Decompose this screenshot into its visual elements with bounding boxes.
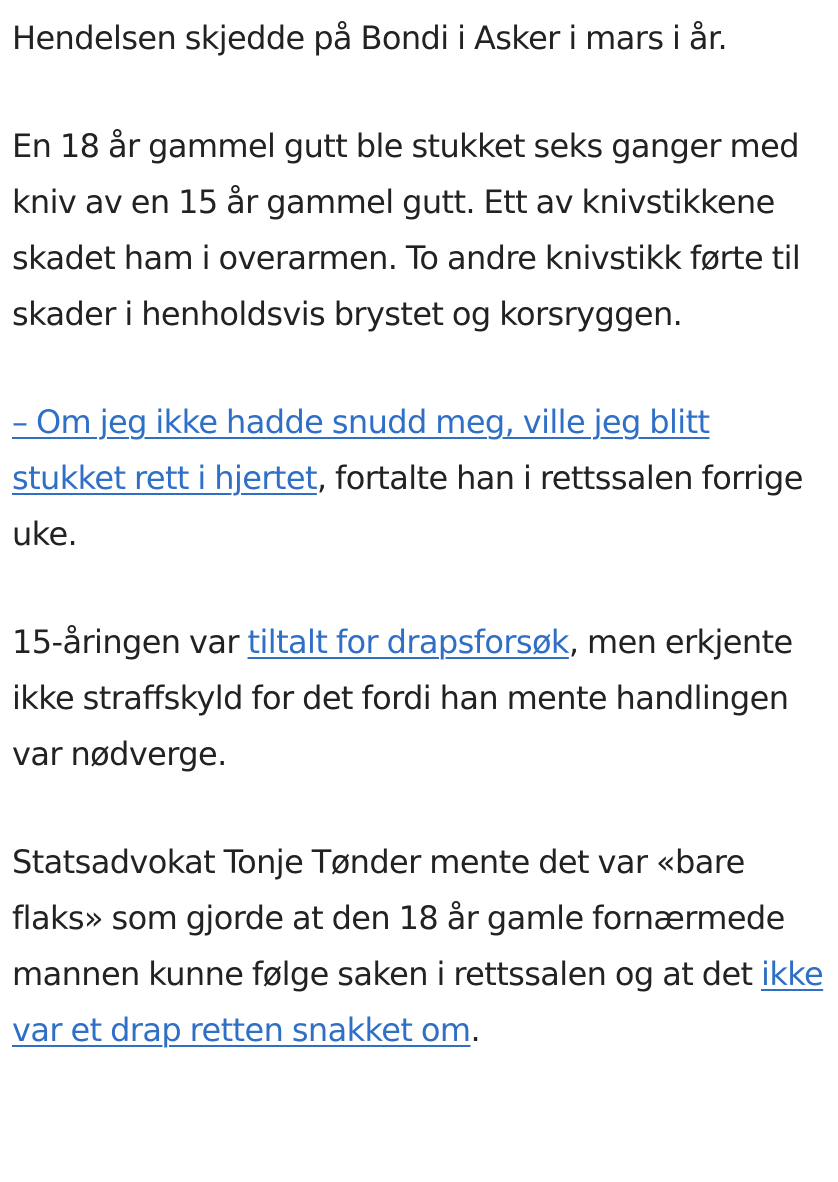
- paragraph-incident: [12, 10, 826, 66]
- paragraph-incident-text: Hendelsen skjedde på Bondi i Asker i mars i år.: [12, 19, 728, 57]
- quote-link[interactable]: – Om jeg ikke hadde snudd meg, ville jeg blitt stukket rett i hjertet: [12, 403, 710, 497]
- paragraph-charge-before: 15-åringen var: [12, 623, 248, 661]
- paragraph-stabbing: [12, 118, 826, 342]
- paragraph-quote: [12, 394, 826, 562]
- paragraph-charge-after: , men erkjente ikke straffskyld for det fordi han mente handlingen var nødverge.: [12, 623, 793, 773]
- murder-link[interactable]: ikke var et drap retten snakket om: [12, 955, 824, 1049]
- paragraph-charge: [12, 614, 826, 782]
- paragraph-stabbing-text: En 18 år gammel gutt ble stukket seks ganger med kniv av en 15 år gammel gutt. Ett av knivstikkene skadet ham i overarmen. To andre knivstikk førte til skader i henholdsvis brystet og korsryggen.: [12, 127, 801, 333]
- paragraph-prosecutor: [12, 834, 826, 1058]
- charge-link[interactable]: tiltalt for drapsforsøk: [247, 623, 569, 661]
- paragraph-quote-rest: , fortalte han i rettssalen forrige uke.: [12, 459, 803, 553]
- paragraph-prosecutor-after: .: [470, 1011, 481, 1049]
- paragraph-prosecutor-before: Statsadvokat Tonje Tønder mente det var «bare flaks» som gjorde at den 18 år gamle fornærmede mannen kunne følge saken i rettssalen og at det: [12, 843, 785, 993]
